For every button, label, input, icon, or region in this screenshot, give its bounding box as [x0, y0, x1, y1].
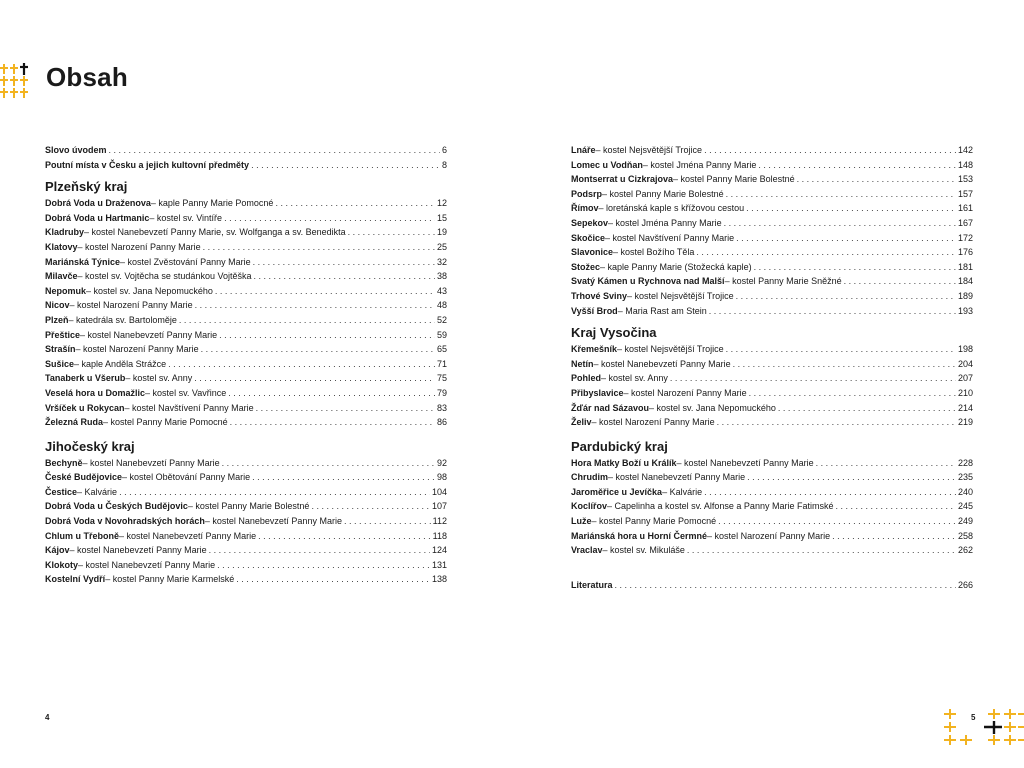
dot-leader [194, 371, 435, 386]
toc-entry-page-number: 104 [431, 486, 447, 497]
toc-entry-description: – Maria Rast am Stein [617, 305, 707, 316]
dot-leader [179, 313, 435, 328]
toc-entry[interactable] [571, 371, 973, 386]
toc-entry-place: Klatovy [45, 241, 78, 252]
toc-entry[interactable] [571, 499, 973, 514]
toc-entry-place: Římov [571, 203, 599, 214]
toc-entry-place: Dobrá Voda u Draženova [45, 198, 151, 209]
toc-entry[interactable] [571, 158, 973, 173]
toc-left-column [45, 143, 447, 587]
dot-leader [709, 304, 956, 319]
toc-entry-page-number: 245 [957, 501, 973, 512]
toc-continued-list [571, 143, 973, 318]
toc-closing-list [571, 578, 973, 593]
toc-entry-description: – kostel sv. Anny [601, 373, 668, 384]
toc-sections [45, 178, 447, 587]
toc-entry-place: Jaroměřice u Jevíčka [571, 486, 663, 497]
toc-entry-description: – kostel sv. Anny [125, 373, 193, 384]
toc-entry-place: Nicov [45, 300, 70, 311]
dot-leader [311, 499, 430, 514]
toc-entry-description: – kostel Nanebevzetí Panny Marie [69, 545, 207, 556]
toc-region-section [45, 178, 447, 430]
dot-leader [168, 357, 435, 372]
toc-region-section [45, 438, 447, 587]
toc-entry-description: – kostel Narození Panny Marie [707, 530, 831, 541]
toc-entry-place: Klokoty [45, 559, 79, 570]
toc-entry-description: – kostel Narození Panny Marie [77, 241, 201, 252]
toc-entry-description: – kostel Zvěstování Panny Marie [120, 256, 251, 267]
toc-entry-page-number: 184 [957, 276, 973, 287]
dot-leader [119, 485, 430, 500]
dot-leader [835, 499, 956, 514]
dot-leader [209, 543, 430, 558]
toc-entry-place: Milavče [45, 271, 78, 282]
toc-entry[interactable] [571, 274, 973, 289]
toc-entry[interactable] [571, 289, 973, 304]
dot-leader [704, 143, 956, 158]
toc-entry-page-number: 249 [957, 516, 973, 527]
toc-entry-place: Veselá hora u Domažlic [45, 387, 146, 398]
toc-entry[interactable] [571, 201, 973, 216]
toc-entry-page-number: 107 [431, 501, 447, 512]
toc-entry-place: Sušice [45, 358, 75, 369]
dot-leader [228, 386, 435, 401]
toc-entry-place: Křemešník [571, 344, 618, 355]
toc-entry[interactable] [571, 245, 973, 260]
toc-entry-page-number: 71 [436, 358, 447, 369]
toc-entry-description: – kostel Jména Panny Marie [642, 159, 757, 170]
toc-entry-description: – kostel sv. Vojtěcha se studánkou Vojtěška [77, 271, 252, 282]
toc-entry-page-number: 59 [436, 329, 447, 340]
dot-leader [726, 187, 956, 202]
toc-entry-description: – kostel Panny Marie Bolestné [187, 501, 310, 512]
toc-entry-description: – katedrála sv. Bartoloměje [68, 314, 177, 325]
toc-entry-description: – kostel Panny Marie Pomocné [103, 417, 228, 428]
toc-entry-place: Hora Matky Boží u Králík [571, 457, 677, 468]
toc-entry-place: Literatura [571, 579, 613, 590]
toc-entry-description: – kostel Narození Panny Marie [623, 387, 747, 398]
toc-entry[interactable] [571, 357, 973, 372]
toc-entry-place: Žďár nad Sázavou [571, 402, 649, 413]
toc-entry[interactable] [571, 415, 973, 430]
toc-entry-page-number: 12 [436, 198, 447, 209]
toc-entry-place: Kostelní Vydří [45, 574, 106, 585]
toc-entry-description: – kostel Navštívení Panny Marie [605, 232, 735, 243]
toc-entry-description: – loretánská kaple s křížovou cestou [598, 203, 745, 214]
toc-entry-description: – kostel Nejsvětější Trojice [617, 344, 724, 355]
toc-entry-description: – kostel Narození Panny Marie [75, 344, 199, 355]
toc-entry-page-number: 86 [436, 417, 447, 428]
toc-entry-place: Slavonice [571, 247, 614, 258]
toc-entry-description: – kaple Panny Marie (Stožecká kaple) [600, 261, 752, 272]
toc-entry-page-number: 235 [957, 472, 973, 483]
dot-leader [704, 485, 956, 500]
toc-entry-page-number: 6 [441, 145, 447, 155]
toc-entry-place: Dobrá Voda u Českých Budějovic [45, 501, 188, 512]
toc-entry[interactable] [45, 514, 447, 529]
toc-entry-place: Koclířov [571, 501, 608, 512]
toc-entry[interactable] [45, 196, 447, 211]
dot-leader [797, 172, 956, 187]
toc-entry[interactable] [571, 187, 973, 202]
toc-entry-page-number: 38 [436, 271, 447, 282]
toc-entry-place: Trhové Sviny [571, 290, 628, 301]
dot-leader [217, 558, 430, 573]
region-heading: Kraj Vysočina [571, 325, 657, 341]
dot-leader [832, 529, 956, 544]
toc-entry[interactable] [45, 158, 447, 173]
dot-leader [718, 514, 956, 529]
toc-entry-place: Pohled [571, 373, 602, 384]
toc-entry[interactable] [571, 386, 973, 401]
dot-leader [258, 529, 431, 544]
toc-entry-page-number: 189 [957, 290, 973, 301]
toc-entry-description: – kostel Panny Marie Karmelské [105, 574, 235, 585]
toc-entry-description: – kostel Nanebevzetí Panny Marie, sv. Wolfganga a sv. Benedikta [84, 227, 346, 238]
dot-leader [844, 274, 956, 289]
dot-leader [717, 415, 956, 430]
toc-entry[interactable] [571, 578, 973, 593]
toc-entry[interactable] [571, 231, 973, 246]
toc-entry[interactable] [571, 342, 973, 357]
toc-entry-page-number: 219 [957, 417, 973, 428]
toc-entry-page-number: 181 [957, 261, 973, 272]
toc-entry-page-number: 214 [957, 402, 973, 413]
toc-entry-description: – kostel Narození Panny Marie [69, 300, 193, 311]
toc-entry-description: – kaple Panny Marie Pomocné [150, 198, 274, 209]
dot-leader [236, 572, 430, 587]
dot-leader [749, 386, 956, 401]
toc-entry-description: – kostel Nanebevzetí Panny Marie [608, 472, 746, 483]
dot-leader [230, 415, 435, 430]
dot-leader [726, 342, 956, 357]
toc-entry-place: Skočice [571, 232, 606, 243]
toc-entry-description: – kostel Nanebevzetí Panny Marie [204, 516, 342, 527]
dot-leader [736, 231, 956, 246]
dot-leader [747, 470, 956, 485]
toc-entry-description: – kostel Navštívení Panny Marie [124, 402, 254, 413]
toc-entry-page-number: 15 [436, 212, 447, 223]
toc-entry-description: – kostel Nanebevzetí Panny Marie [78, 559, 216, 570]
toc-entry-place: Strašín [45, 344, 76, 355]
toc-entry-page-number: 112 [432, 516, 447, 527]
toc-entry-place: Sepekov [571, 217, 609, 228]
toc-entry-page-number: 124 [431, 545, 447, 556]
toc-entry-place: Čestice [45, 486, 78, 497]
toc-entry-description: – kostel sv. Vavřince [145, 387, 227, 398]
toc-entry-description: – Kalvárie [77, 486, 118, 497]
toc-region-section [571, 438, 973, 558]
dot-leader [251, 158, 440, 173]
toc-entry-place: Poutní místa v Česku a jejich kultovní předměty [45, 159, 250, 170]
toc-entry[interactable] [45, 298, 447, 313]
toc-entry-place: Chlum u Třeboně [45, 530, 119, 541]
spacer [571, 558, 973, 568]
toc-entry[interactable] [45, 255, 447, 270]
toc-entry-place: Plzeň [45, 314, 69, 325]
toc-entry-description: – kostel Nanebevzetí Panny Marie [119, 530, 257, 541]
toc-entry[interactable] [45, 415, 447, 430]
page-number-left: 4 [45, 713, 50, 722]
toc-entry-page-number: 157 [957, 188, 973, 199]
toc-entry-place: Podsrp [571, 188, 603, 199]
dot-leader [754, 260, 956, 275]
toc-entry[interactable] [45, 543, 447, 558]
toc-entry[interactable] [45, 456, 447, 471]
toc-entry[interactable] [571, 529, 973, 544]
toc-entry-place: Dobrá Voda v Novohradských horách [45, 516, 205, 527]
toc-entry-page-number: 138 [431, 574, 447, 585]
toc-entry-description: – Kalvárie [662, 486, 703, 497]
toc-intro-list [45, 143, 447, 172]
dot-leader [687, 543, 956, 558]
toc-entry-page-number: 32 [436, 256, 447, 267]
toc-entry-page-number: 167 [957, 217, 973, 228]
toc-entry-page-number: 83 [436, 402, 447, 413]
dot-leader [219, 328, 435, 343]
toc-entry[interactable] [571, 485, 973, 500]
toc-entry-page-number: 204 [957, 358, 973, 369]
toc-entry-page-number: 193 [957, 305, 973, 316]
toc-entry-place: Bechyně [45, 457, 83, 468]
toc-entry-page-number: 131 [431, 559, 447, 570]
toc-entry-page-number: 118 [432, 530, 447, 541]
toc-entry-page-number: 92 [436, 457, 447, 468]
toc-entry[interactable] [45, 211, 447, 226]
toc-entry-place: Luže [571, 516, 592, 527]
toc-entry[interactable] [45, 328, 447, 343]
toc-entry-description: – kostel Panny Marie Bolestné [673, 174, 795, 185]
toc-entry[interactable] [571, 470, 973, 485]
dot-leader [816, 456, 956, 471]
toc-entry[interactable] [45, 401, 447, 416]
toc-entry-description: – kostel Panny Marie Pomocné [591, 516, 717, 527]
toc-entry-place: Železná Ruda [45, 417, 104, 428]
toc-entry-description: – kostel Nejsvětější Trojice [627, 290, 734, 301]
dot-leader [670, 371, 956, 386]
region-heading: Jihočeský kraj [45, 438, 135, 454]
toc-entry-page-number: 161 [957, 203, 973, 214]
toc-entry-page-number: 240 [957, 486, 973, 497]
toc-entry[interactable] [45, 313, 447, 328]
toc-entry-place: Dobrá Voda u Hartmanic [45, 212, 150, 223]
toc-entry-place: Kájov [45, 545, 70, 556]
toc-entry[interactable] [571, 216, 973, 231]
toc-entry-description: – kostel Panny Marie Bolestné [602, 188, 724, 199]
toc-entry-place: České Budějovice [45, 472, 123, 483]
toc-entry-page-number: 98 [436, 472, 447, 483]
toc-entry[interactable] [45, 240, 447, 255]
toc-entry-page-number: 65 [436, 344, 447, 355]
dot-leader [724, 216, 956, 231]
toc-entry-page-number: 148 [957, 159, 973, 170]
toc-entry[interactable] [45, 225, 447, 240]
toc-entry-place: Mariánská Týnice [45, 256, 121, 267]
toc-entry-place: Vršíček u Rokycan [45, 402, 125, 413]
toc-entry-description: – kostel Nejsvětější Trojice [595, 145, 703, 155]
toc-entry[interactable] [45, 572, 447, 587]
dot-leader [696, 245, 956, 260]
dot-leader [201, 342, 435, 357]
dot-leader [195, 298, 435, 313]
dot-leader [758, 158, 956, 173]
toc-entry-place: Mariánská hora u Horní Čermné [571, 530, 708, 541]
dot-leader [109, 143, 440, 158]
toc-entry-place: Želiv [571, 417, 592, 428]
toc-entry[interactable] [571, 543, 973, 558]
toc-entry[interactable] [45, 269, 447, 284]
toc-right-column [571, 143, 973, 592]
toc-entry-place: Přeštice [45, 329, 81, 340]
toc-entry[interactable] [571, 304, 973, 319]
toc-entry-page-number: 176 [957, 247, 973, 258]
toc-entry-description: – kostel sv. Jana Nepomuckého [649, 402, 776, 413]
toc-entry-description: – Capelinha a kostel sv. Alfonse a Panny Marie Fatimské [607, 501, 834, 512]
toc-entry[interactable] [571, 172, 973, 187]
dot-leader [203, 240, 435, 255]
toc-entry-page-number: 48 [436, 300, 447, 311]
toc-entry-description: – kostel Panny Marie Sněžné [724, 276, 842, 287]
toc-entry-place: Montserrat u Cizkrajova [571, 174, 674, 185]
toc-entry-page-number: 210 [957, 387, 973, 398]
toc-entry-description: – kostel Božího Těla [613, 247, 695, 258]
toc-entry-place: Stožec [571, 261, 601, 272]
toc-entry-description: – kostel sv. Jana Nepomuckého [86, 285, 213, 296]
region-heading: Pardubický kraj [571, 438, 668, 454]
dot-leader [252, 470, 435, 485]
toc-entry-place: Vraclav [571, 545, 603, 556]
toc-entry-page-number: 19 [436, 227, 447, 238]
toc-entry-page-number: 258 [957, 530, 973, 541]
toc-entry-place: Nepomuk [45, 285, 87, 296]
toc-entry-description: – kostel sv. Vintíře [149, 212, 223, 223]
toc-entry[interactable] [45, 284, 447, 299]
toc-entry-description: – kostel Narození Panny Marie [591, 417, 715, 428]
toc-entry[interactable] [45, 485, 447, 500]
toc-entry[interactable] [571, 401, 973, 416]
toc-entry-page-number: 43 [436, 285, 447, 296]
toc-entry-page-number: 142 [957, 145, 973, 155]
dot-leader [256, 401, 435, 416]
crosses-pattern-icon [0, 62, 30, 100]
toc-entry-page-number: 262 [957, 545, 973, 556]
dot-leader [348, 225, 435, 240]
toc-entry-place: Netín [571, 358, 594, 369]
toc-entry-place: Chrudim [571, 472, 608, 483]
dot-leader [253, 269, 435, 284]
toc-entry[interactable] [45, 529, 447, 544]
toc-entry-description: – kostel Nanebevzetí Panny Marie [676, 457, 814, 468]
toc-entry-place: Slovo úvodem [45, 145, 107, 155]
toc-sections [571, 324, 973, 558]
toc-entry[interactable] [45, 357, 447, 372]
toc-entry-place: Přibyslavice [571, 387, 624, 398]
toc-entry-description: – kostel Obětování Panny Marie [122, 472, 251, 483]
toc-entry[interactable] [571, 456, 973, 471]
toc-entry[interactable] [45, 342, 447, 357]
toc-entry[interactable] [571, 514, 973, 529]
toc-entry-description: – kostel Jména Panny Marie [608, 217, 722, 228]
toc-entry-page-number: 52 [436, 314, 447, 325]
dot-leader [615, 578, 956, 593]
toc-entry-page-number: 207 [957, 373, 973, 384]
dot-leader [215, 284, 435, 299]
region-heading: Plzeňský kraj [45, 179, 128, 195]
toc-entry-page-number: 228 [957, 457, 973, 468]
toc-entry-page-number: 153 [957, 174, 973, 185]
toc-entry[interactable] [45, 470, 447, 485]
toc-entry-page-number: 79 [436, 387, 447, 398]
toc-entry-description: – kostel Nanebevzetí Panny Marie [82, 457, 220, 468]
toc-entry-page-number: 172 [957, 232, 973, 243]
toc-entry-page-number: 8 [441, 159, 447, 170]
toc-entry-place: Tanaberk u Všerub [45, 373, 126, 384]
toc-entry-description: – kostel sv. Mikuláše [602, 545, 685, 556]
toc-entry-page-number: 25 [436, 241, 447, 252]
toc-entry-place: Svatý Kámen u Rychnova nad Malší [571, 276, 725, 287]
toc-entry[interactable] [45, 371, 447, 386]
page-title: Obsah [46, 62, 128, 92]
toc-entry[interactable] [45, 499, 447, 514]
toc-entry-page-number: 75 [436, 373, 447, 384]
toc-entry-place: Vyšší Brod [571, 305, 618, 316]
dot-leader [222, 456, 435, 471]
toc-entry[interactable] [45, 143, 447, 158]
dot-leader [746, 201, 956, 216]
dot-leader [344, 514, 431, 529]
toc-region-section [571, 324, 973, 430]
dot-leader [275, 196, 435, 211]
toc-entry-place: Lnáře [571, 145, 596, 155]
toc-entry-description: – kostel Nanebevzetí Panny Marie [80, 329, 218, 340]
toc-entry-page-number: 266 [957, 579, 973, 590]
toc-entry[interactable] [45, 558, 447, 573]
dot-leader [733, 357, 956, 372]
toc-entry-place: Lomec u Vodňan [571, 159, 643, 170]
toc-entry-place: Kladruby [45, 227, 85, 238]
toc-entry-description: – kostel Nanebevzetí Panny Marie [593, 358, 731, 369]
toc-entry-description: – kaple Anděla Strážce [74, 358, 167, 369]
toc-entry[interactable] [571, 143, 973, 158]
spacer [571, 568, 973, 578]
crosses-pattern-icon [942, 708, 1024, 748]
toc-entry-page-number: 198 [957, 344, 973, 355]
dot-leader [736, 289, 956, 304]
dot-leader [224, 211, 435, 226]
toc-entry[interactable] [45, 386, 447, 401]
dot-leader [253, 255, 435, 270]
dot-leader [778, 401, 956, 416]
toc-entry[interactable] [571, 260, 973, 275]
page-number-right: 5 [971, 713, 976, 722]
